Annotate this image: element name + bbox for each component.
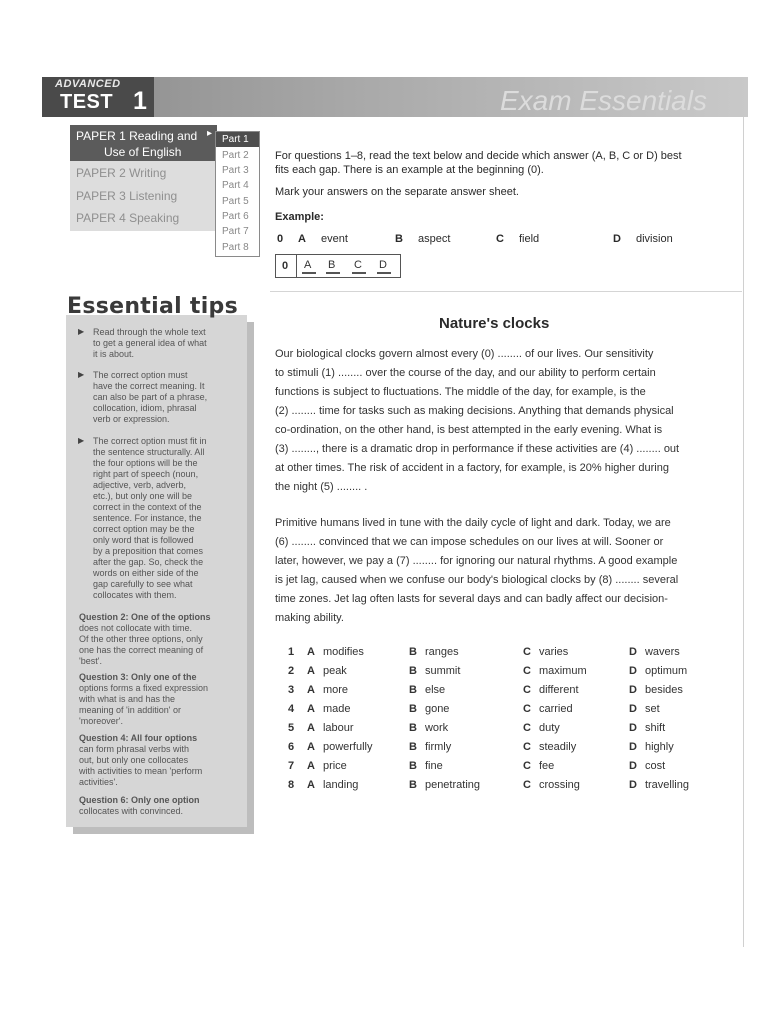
tip-3-line: etc.), but only one will be <box>93 491 193 501</box>
option-word: modifies <box>322 646 364 658</box>
option-word: cost <box>644 760 666 772</box>
option-a <box>307 760 347 772</box>
option-letter: B <box>409 722 417 734</box>
option-letter: D <box>629 741 637 753</box>
example-option-d: division <box>636 233 673 245</box>
option-c <box>523 665 587 677</box>
option-letter: C <box>523 646 531 658</box>
tip-3-line: only word that is followed <box>93 535 194 545</box>
option-word: different <box>538 684 579 696</box>
option-letter: D <box>629 703 637 715</box>
tip-3-line: the sentence structurally. All <box>93 447 205 457</box>
section-divider <box>270 291 742 292</box>
option-number: 8 <box>288 779 295 791</box>
answer-box-number: 0 <box>282 260 289 272</box>
option-letter: B <box>409 684 417 696</box>
option-letter: B <box>409 665 417 677</box>
option-letter: D <box>629 722 637 734</box>
instructions-line-2: fits each gap. There is an example at the beginning (0). <box>275 164 544 176</box>
option-letter: D <box>629 665 637 677</box>
option-number: 4 <box>288 703 295 715</box>
tip-q4-line: activities'. <box>79 777 118 787</box>
option-word: steadily <box>538 741 577 753</box>
tip-q2-line: 'best'. <box>79 656 102 666</box>
passage-line: time zones. Jet lag often lasts for several days and can badly affect our decision- <box>275 593 668 605</box>
test-number: 1 <box>133 87 147 115</box>
option-word: travelling <box>644 779 689 791</box>
option-word: carried <box>538 703 573 715</box>
option-number: 1 <box>288 646 295 658</box>
option-letter: A <box>307 665 315 677</box>
option-number: 5 <box>288 722 295 734</box>
option-word: duty <box>538 722 560 734</box>
tip-q6-line: Question 6: Only one option <box>79 795 200 805</box>
option-letter: C <box>523 665 531 677</box>
tip-q3-line: meaning of 'in addition' or <box>79 705 182 715</box>
option-word: else <box>424 684 446 696</box>
answer-box-letter-b: B <box>328 259 336 271</box>
option-a <box>307 646 364 658</box>
tips-title: Essential tips <box>67 294 239 319</box>
option-c <box>523 741 576 753</box>
tip-q4-line: with activities to mean 'perform <box>79 766 203 776</box>
option-b <box>409 779 480 791</box>
option-letter: B <box>409 779 417 791</box>
tip-2-line: can also be part of a phrase, <box>93 392 208 402</box>
option-d <box>629 779 689 791</box>
option-word: shift <box>644 722 666 734</box>
arrow-right-icon: ▸ <box>207 128 213 139</box>
passage-line: at other times. The risk of accident in a factory, for example, is 20% higher during <box>275 462 669 474</box>
option-d <box>629 684 683 696</box>
part-5-item[interactable]: Part 5 <box>222 196 249 207</box>
answer-box-letter-a: A <box>304 259 312 271</box>
tip-3-line: right part of speech (noun, <box>93 469 199 479</box>
option-word: fee <box>538 760 555 772</box>
example-option-a: event <box>321 233 348 245</box>
option-letter: B <box>409 741 417 753</box>
example-number: 0 <box>277 233 284 245</box>
level-label: ADVANCED <box>55 78 121 90</box>
option-b <box>409 665 460 677</box>
passage-line: to stimuli (1) ........ over the course of the day, and our ability to perform certain <box>275 367 656 379</box>
option-letter: A <box>307 722 315 734</box>
tip-q3-line: Question 3: Only one of the <box>79 672 197 682</box>
option-letter: D <box>629 760 637 772</box>
option-letter: B <box>409 760 417 772</box>
option-d <box>629 741 674 753</box>
paper-4-item[interactable]: PAPER 4 Speaking <box>76 211 180 225</box>
option-letter: C <box>523 703 531 715</box>
part-7-item[interactable]: Part 7 <box>222 226 249 237</box>
option-letter: A <box>307 741 315 753</box>
option-c <box>523 722 560 734</box>
option-word: maximum <box>538 665 587 677</box>
tip-3-line: gap carefully to see what <box>93 579 193 589</box>
option-word: highly <box>644 741 674 753</box>
tip-q4-line: out, but only one collocates <box>79 755 189 765</box>
option-word: powerfully <box>322 741 373 753</box>
page-edge-line <box>743 117 744 947</box>
option-letter: D <box>629 779 637 791</box>
passage-title: Nature's clocks <box>439 315 550 332</box>
tip-3-line: correct in the context of the <box>93 502 202 512</box>
option-word: work <box>424 722 449 734</box>
tip-1-line: Read through the whole text <box>93 327 206 337</box>
tip-3-line: the four options will be the <box>93 458 198 468</box>
option-a <box>307 703 350 715</box>
example-answer-box <box>275 254 401 278</box>
test-label: TEST <box>60 91 114 113</box>
instructions-line-3: Mark your answers on the separate answer sheet. <box>275 186 519 198</box>
option-word: price <box>322 760 347 772</box>
paper-3-item[interactable]: PAPER 3 Listening <box>76 189 178 203</box>
passage-line: co-ordination, on the other hand, is best attempted in the early evening. What is <box>275 424 663 436</box>
tip-3-line: adjective, verb, adverb, <box>93 480 187 490</box>
passage-line: making ability. <box>275 612 344 624</box>
option-d <box>629 646 680 658</box>
tip-1-line: to get a general idea of what <box>93 338 207 348</box>
option-a <box>307 665 347 677</box>
option-word: varies <box>538 646 569 658</box>
tip-q3-line: with what is and has the <box>79 694 176 704</box>
tip-3-line: words on either side of the <box>93 568 199 578</box>
option-word: optimum <box>644 665 688 677</box>
paper-1-item[interactable]: PAPER 1 Reading and <box>76 129 198 143</box>
tip-q6-line: collocates with convinced. <box>79 806 184 816</box>
paper-1-item-line2[interactable]: Use of English <box>104 145 182 159</box>
tip-3-line: correct option may be the <box>93 524 195 534</box>
option-number: 6 <box>288 741 295 753</box>
option-letter: C <box>523 722 531 734</box>
option-word: gone <box>424 703 450 715</box>
option-letter: C <box>523 741 531 753</box>
option-letter: A <box>307 646 315 658</box>
option-d <box>629 722 665 734</box>
option-word: peak <box>322 665 347 677</box>
option-letter: A <box>307 779 315 791</box>
example-option-b: aspect <box>418 233 451 245</box>
tip-q2-line: does not collocate with time. <box>79 623 193 633</box>
option-word: crossing <box>538 779 580 791</box>
tip-q2-line: Question 2: One of the options <box>79 612 211 622</box>
option-letter: D <box>629 684 637 696</box>
option-letter: A <box>307 684 315 696</box>
example-letter-b: B <box>395 233 403 245</box>
option-word: labour <box>322 722 354 734</box>
bullet-icon: ▶ <box>78 370 85 379</box>
tip-3-line: after the gap. So, check the <box>93 557 204 567</box>
tip-3-line: The correct option must fit in <box>93 436 207 446</box>
option-word: landing <box>322 779 359 791</box>
passage-line: (2) ........ time for tasks such as making decisions. Anything that demands physical <box>275 405 674 417</box>
option-c <box>523 703 573 715</box>
tip-3-line: by a preposition that comes <box>93 546 204 556</box>
instructions-line-1: For questions 1–8, read the text below and decide which answer (A, B, C or D) best <box>275 150 682 162</box>
tip-q2-line: Of the other three options, only <box>79 634 203 644</box>
example-letter-a: A <box>298 233 306 245</box>
answer-bar-c <box>352 272 366 274</box>
option-letter: C <box>523 779 531 791</box>
option-c <box>523 760 554 772</box>
option-letter: D <box>629 646 637 658</box>
passage-line: (3) ........, there is a dramatic drop in performance if these activities are (4) ........ out <box>275 443 680 455</box>
tip-q3-line: options forms a fixed expression <box>79 683 209 693</box>
option-a <box>307 779 358 791</box>
option-letter: B <box>409 646 417 658</box>
option-b <box>409 646 459 658</box>
option-a <box>307 684 348 696</box>
option-letter: A <box>307 703 315 715</box>
passage-line: (6) ........ convinced that we can impose schedules on our lives at will. Sooner or <box>275 536 664 548</box>
option-number: 3 <box>288 684 295 696</box>
tip-2-line: The correct option must <box>93 370 188 380</box>
option-d <box>629 703 660 715</box>
example-letter-d: D <box>613 233 621 245</box>
example-option-c: field <box>519 233 540 245</box>
option-a <box>307 722 354 734</box>
option-word: fine <box>424 760 443 772</box>
option-b <box>409 741 451 753</box>
option-c <box>523 779 580 791</box>
tip-q4-line: Question 4: All four options <box>79 733 198 743</box>
option-a <box>307 741 372 753</box>
option-word: ranges <box>424 646 459 658</box>
option-letter: A <box>307 760 315 772</box>
paper-2-item[interactable]: PAPER 2 Writing <box>76 166 167 180</box>
part-8-item[interactable]: Part 8 <box>222 242 249 253</box>
passage-line: the night (5) ........ . <box>275 481 368 493</box>
part-2-item[interactable]: Part 2 <box>222 150 249 161</box>
passage-line: later, however, we pay a (7) ........ for ignoring our natural rhythms. A good example <box>275 555 678 567</box>
tip-3-line: sentence. For instance, the <box>93 513 202 523</box>
tip-q4-line: can form phrasal verbs with <box>79 744 190 754</box>
option-number: 7 <box>288 760 295 772</box>
option-b <box>409 722 448 734</box>
part-4-item[interactable]: Part 4 <box>222 180 249 191</box>
option-b <box>409 684 445 696</box>
option-letter: C <box>523 684 531 696</box>
tip-3-line: collocates with them. <box>93 590 177 600</box>
example-letter-c: C <box>496 233 504 245</box>
passage-line: Our biological clocks govern almost every (0) ........ of our lives. Our sensitivity <box>275 348 654 360</box>
option-word: set <box>644 703 660 715</box>
option-b <box>409 760 443 772</box>
option-letter: C <box>523 760 531 772</box>
part-3-item[interactable]: Part 3 <box>222 165 249 176</box>
part-1-item[interactable]: Part 1 <box>222 134 249 145</box>
passage-line: Primitive humans lived in tune with the daily cycle of light and dark. Today, we are <box>275 517 671 529</box>
option-word: penetrating <box>424 779 480 791</box>
section-title: Exam Essentials <box>500 85 707 116</box>
answer-bar-b <box>326 272 340 274</box>
option-word: summit <box>424 665 461 677</box>
answer-box-letter-d: D <box>379 259 387 271</box>
example-label: Example: <box>275 211 324 223</box>
tip-q3-line: 'moreover'. <box>79 716 123 726</box>
tip-2-line: verb or expression. <box>93 414 170 424</box>
tip-1-line: it is about. <box>93 349 135 359</box>
passage-line: is jet lag, caused when we confuse our body's biological clocks by (8) ........ several <box>275 574 679 586</box>
option-c <box>523 646 568 658</box>
answer-box-divider <box>296 255 297 277</box>
answer-box-letter-c: C <box>354 259 362 271</box>
bullet-icon: ▶ <box>78 327 85 336</box>
option-letter: B <box>409 703 417 715</box>
option-d <box>629 665 687 677</box>
answer-bar-a <box>302 272 316 274</box>
tip-2-line: have the correct meaning. It <box>93 381 205 391</box>
answer-bar-d <box>377 272 391 274</box>
part-6-item[interactable]: Part 6 <box>222 211 249 222</box>
tip-q2-line: one has the correct meaning of <box>79 645 204 655</box>
option-word: more <box>322 684 349 696</box>
option-word: firmly <box>424 741 452 753</box>
bullet-icon: ▶ <box>78 436 85 445</box>
option-word: made <box>322 703 351 715</box>
option-number: 2 <box>288 665 295 677</box>
option-word: wavers <box>644 646 680 658</box>
option-b <box>409 703 449 715</box>
tip-2-line: collocation, idiom, phrasal <box>93 403 197 413</box>
option-c <box>523 684 579 696</box>
option-word: besides <box>644 684 683 696</box>
passage-line: functions is subject to fluctuations. The middle of the day, for example, is the <box>275 386 646 398</box>
option-d <box>629 760 665 772</box>
